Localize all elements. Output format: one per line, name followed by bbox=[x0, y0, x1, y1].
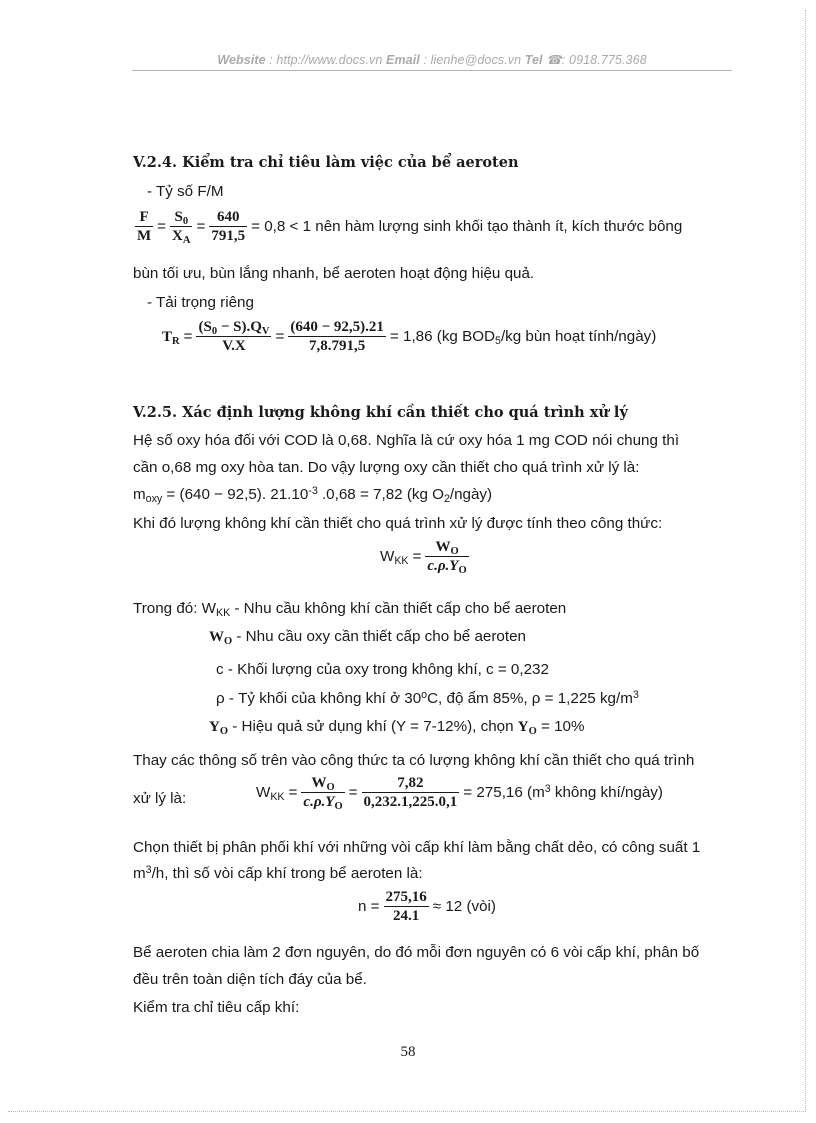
tel-label: Tel bbox=[524, 53, 543, 67]
paragraph-units-2: đều trên toàn diện tích đáy của bể. bbox=[133, 971, 367, 988]
website-value: : http://www.docs.vn bbox=[265, 53, 387, 67]
tr-result: = 1,86 (kg BOD bbox=[389, 328, 496, 346]
where-yo2: $Y_O$ - Hiệu quả sử dụng khí (Y = 7-12%), chọn $Y_O = 10\%$ bbox=[209, 718, 585, 737]
paragraph-result-lead: xử lý là: bbox=[133, 790, 187, 807]
where-c: c - Khối lượng của oxy trong không khí, c = 0,232 bbox=[216, 661, 549, 678]
paragraph-units-1: Bể aeroten chia làm 2 đơn nguyên, do đó mỗi đơn nguyên có 6 vòi cấp khí, phân bố bbox=[133, 944, 700, 961]
bullet-tr: - Tải trọng riêng bbox=[147, 294, 254, 311]
paragraph-cod-2: cần o,68 mg oxy hòa tan. Do vậy lượng oxy cần thiết cho quá trình xử lý là: bbox=[133, 459, 640, 476]
header-rule bbox=[132, 70, 732, 71]
tel-value: : 0918.775.368 bbox=[561, 53, 647, 67]
paragraph-equipment-1: Chọn thiết bị phân phối khí với những vòi cấp khí làm bằng chất dẻo, có công suất 1 bbox=[133, 839, 701, 856]
paragraph-cod-1: Hệ số oxy hóa đối với COD là 0,68. Nghĩa là cứ oxy hóa 1 mg COD nói chung thì bbox=[133, 432, 680, 449]
formula-wkk-calc: $W_{KK}$ = $\frac{W_O}{c.\rho.Y_O}$ = $\frac{7,82}{0,232.1,225.0,1}$ = 275,16 ($m^3$ không khí/ngày) bbox=[256, 775, 663, 812]
paragraph-air-formula: Khi đó lượng không khí cần thiết cho quá trình xử lý được tính theo công thức: bbox=[133, 515, 663, 532]
fm-continuation: bùn tối ưu, bùn lắng nhanh, bể aeroten hoạt động hiệu quả. bbox=[133, 265, 535, 282]
formula-tr: $T_R$ = $\frac{(S_0 - S).Q_V}{V.X}$ = $\frac{(640 - 92,5).21}{7,8.791,5}$ = 1,86 (kg $BOD_5/kg$ bùn hoạt tính/ngày) bbox=[162, 319, 657, 354]
where-rho: ρ - Tỷ khối của không khí ở 30$^o$C, độ ẩm 85%, ρ = 1,225 $kg/m^3$ bbox=[216, 689, 639, 707]
phone-icon: ☎ bbox=[546, 53, 562, 67]
fm-result: = 0,8 < 1 nên hàm lượng sinh khối tạo thành ít, kích thước bông bbox=[251, 218, 683, 236]
page-number: 58 bbox=[400, 1044, 416, 1060]
n-result: ≈ 12 (vòi) bbox=[432, 898, 496, 916]
page-header bbox=[132, 52, 732, 67]
formula-n: n = $\frac{275,16}{24.1}$ ≈ 12 (vòi) bbox=[358, 889, 496, 924]
heading-v24: V.2.4. Kiểm tra chỉ tiêu làm việc của bể aeroten bbox=[133, 154, 519, 171]
email-label: Email bbox=[386, 53, 420, 67]
formula-wkk: $W_{KK}$ = $\frac{W_O}{c.\rho.Y_O}$ bbox=[380, 539, 467, 576]
paragraph-equipment-2: $m^3/h$, thì số vòi cấp khí trong bể aeroten là: bbox=[133, 864, 423, 882]
where-wo2: $W_O$ - Nhu cầu oxy cần thiết cấp cho bể aeroten bbox=[209, 628, 526, 647]
website-label: Website bbox=[217, 53, 266, 67]
paragraph-check: Kiểm tra chỉ tiêu cấp khí: bbox=[133, 999, 300, 1016]
email-value: : lienhe@docs.vn bbox=[419, 53, 525, 67]
formula-fm: $\frac{F}{M}$ = $\frac{S_0}{X_A}$ = $\frac{640}{791,5}$ = 0,8 < 1 nên hàm lượng sinh khối tạo thành ít, kích thước bông bbox=[137, 209, 683, 246]
formula-moxy: $m_{oxy} = (640 - 92,5)$. $21.10^{-3}$ .0,68 = 7,82 (kg $O_2/ngày$) bbox=[133, 485, 493, 505]
bullet-fm: - Tỷ số F/M bbox=[147, 183, 224, 200]
paragraph-substitute: Thay các thông số trên vào công thức ta có lượng không khí cần thiết cho quá trình bbox=[133, 752, 695, 769]
heading-v25: V.2.5. Xác định lượng không khí cần thiết cho quá trình xử lý bbox=[133, 404, 628, 421]
wkk-result: = 275,16 (m bbox=[463, 784, 545, 802]
where-wkk: Trong đó: $W_{KK}$ - Nhu cầu không khí cần thiết cấp cho bể aeroten bbox=[133, 600, 567, 619]
